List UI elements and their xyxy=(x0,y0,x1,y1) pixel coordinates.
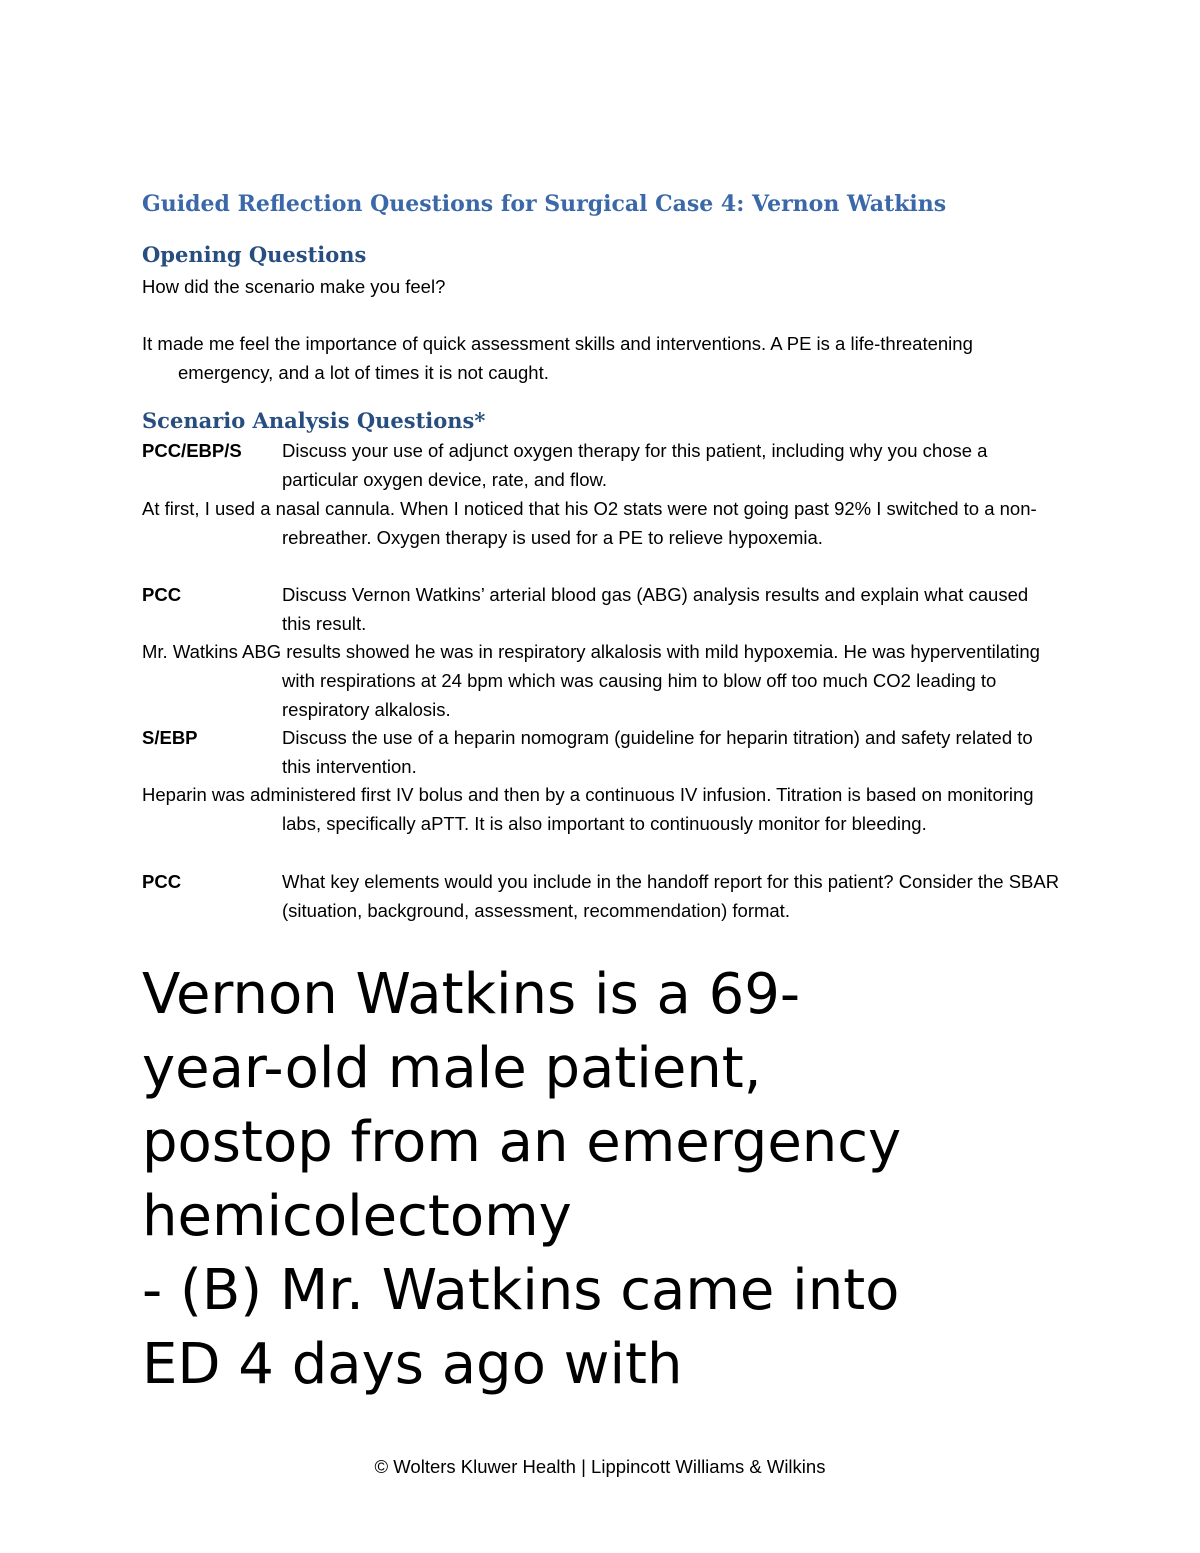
large-answer-line: - (B) Mr. Watkins came into xyxy=(142,1258,900,1323)
competency-code: PCC xyxy=(142,871,182,892)
analysis-question-text: Discuss the use of a heparin nomogram (guideline for heparin titration) and safety related to this intervention. xyxy=(282,727,1033,777)
competency-code: PCC/EBP/S xyxy=(142,440,242,461)
analysis-question-row xyxy=(142,580,1062,638)
analysis-answer: Mr. Watkins ABG results showed he was in respiratory alkalosis with mild hypoxemia. He was hyperventilating with respirations at 24 bpm which was causing him to blow off too much CO2 leading to respiratory alkalosis. xyxy=(142,641,1040,720)
analysis-question-row xyxy=(142,867,1062,925)
competency-code: S/EBP xyxy=(142,727,198,748)
copyright-footer: © Wolters Kluwer Health | Lippincott Williams & Wilkins xyxy=(374,1456,826,1477)
competency-code: PCC xyxy=(142,584,182,605)
analysis-answer: At first, I used a nasal cannula. When I noticed that his O2 stats were not going past 92% I switched to a non-rebreather. Oxygen therapy is used for a PE to relieve hypoxemia. xyxy=(142,498,1037,548)
large-answer-line: postop from an emergency xyxy=(142,1110,902,1175)
document-title: Guided Reflection Questions for Surgical Case 4: Vernon Watkins xyxy=(142,191,947,217)
opening-questions-heading: Opening Questions xyxy=(142,242,367,267)
large-answer-text xyxy=(142,958,1142,1402)
analysis-question-row xyxy=(142,436,1062,494)
large-answer-line: Vernon Watkins is a 69- xyxy=(142,962,801,1027)
opening-question: How did the scenario make you feel? xyxy=(142,276,446,297)
scenario-analysis-heading: Scenario Analysis Questions* xyxy=(142,408,486,433)
analysis-question-row xyxy=(142,723,1062,781)
large-answer-line: hemicolectomy xyxy=(142,1184,572,1249)
analysis-answer: Heparin was administered first IV bolus and then by a continuous IV infusion. Titration is based on monitoring labs, specifically aPTT. It is also important to continuously monitor for bleeding. xyxy=(142,784,1034,834)
opening-answer: It made me feel the importance of quick assessment skills and interventions. A PE is a life-threatening emergency, and a lot of times it is not caught. xyxy=(142,333,973,383)
analysis-question-text: Discuss your use of adjunct oxygen therapy for this patient, including why you chose a particular oxygen device, rate, and flow. xyxy=(282,440,988,490)
analysis-question-text: Discuss Vernon Watkins’ arterial blood gas (ABG) analysis results and explain what caused this result. xyxy=(282,584,1029,634)
large-answer-line: year-old male patient, xyxy=(142,1036,762,1101)
analysis-question-text: What key elements would you include in the handoff report for this patient? Consider the SBAR (situation, background, assessment, recommendation) format. xyxy=(282,871,1060,921)
large-answer-line: ED 4 days ago with xyxy=(142,1332,683,1397)
